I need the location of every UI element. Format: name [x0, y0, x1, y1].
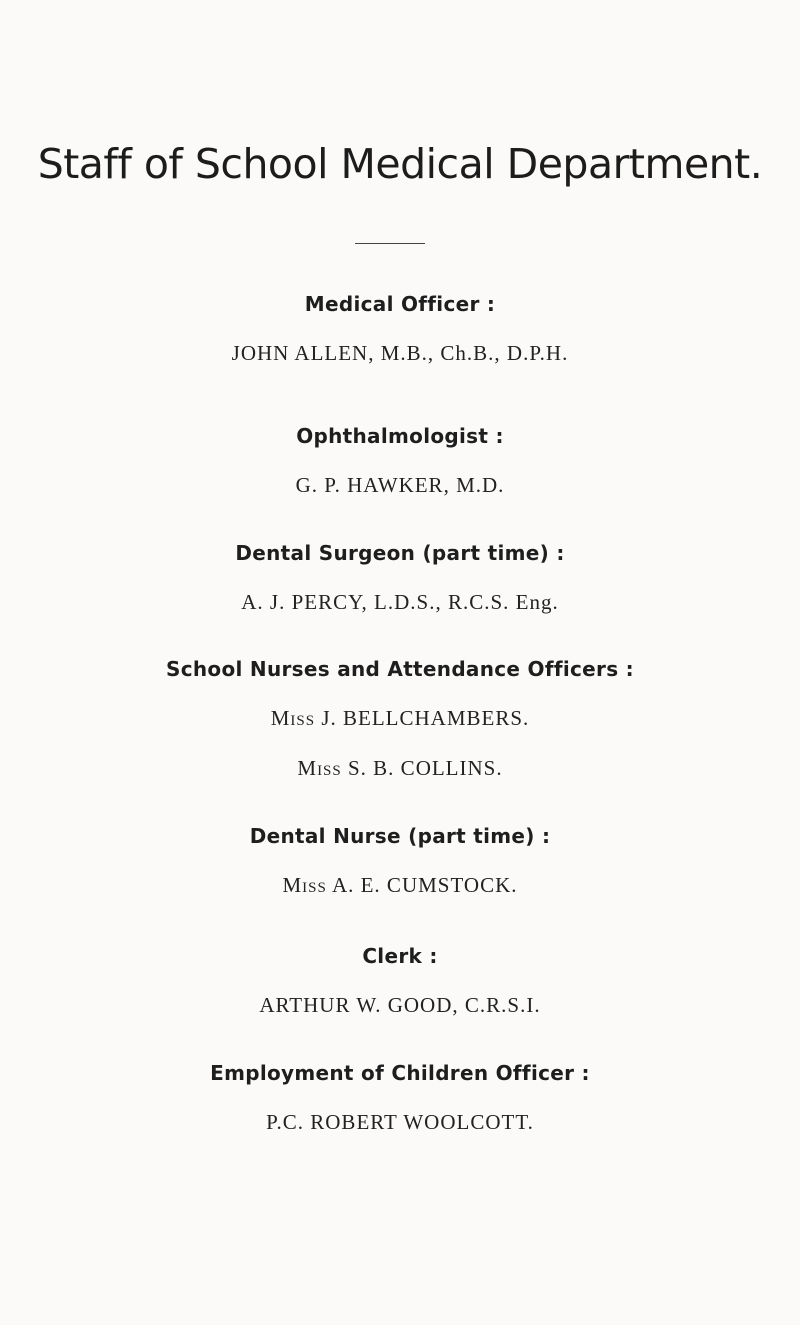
staff-name: P.C. ROBERT WOOLCOTT. — [266, 1110, 534, 1134]
role-heading: Clerk : — [362, 944, 438, 968]
honorific: Miss — [270, 706, 316, 730]
staff-name: G. P. HAWKER, M.D. — [295, 473, 505, 497]
section-clerk — [0, 944, 800, 1018]
staff-name — [0, 705, 800, 731]
role-heading: Medical Officer : — [304, 292, 496, 316]
page-title: Staff of School Medical Department. — [37, 140, 763, 188]
staff-name — [0, 755, 800, 781]
role-heading: Dental Surgeon (part time) : — [235, 541, 565, 565]
honorific: Miss — [282, 873, 327, 897]
role-heading: Ophthalmologist : — [296, 424, 504, 448]
staff-name: A. J. PERCY, L.D.S., R.C.S. Eng. — [241, 590, 559, 614]
staff-name-text: A. E. CUMSTOCK. — [331, 873, 518, 897]
staff-name: JOHN ALLEN, M.B., Ch.B., D.P.H. — [231, 341, 569, 365]
title-divider — [355, 243, 425, 244]
role-heading: Dental Nurse (part time) : — [249, 824, 551, 848]
staff-name-text: S. B. COLLINS. — [348, 756, 503, 780]
honorific: Miss — [297, 756, 342, 780]
section-medical-officer — [0, 292, 800, 366]
staff-name — [0, 872, 800, 898]
section-ophthalmologist — [0, 424, 800, 498]
role-heading: Employment of Children Officer : — [210, 1061, 590, 1085]
staff-name-text: J. BELLCHAMBERS. — [321, 706, 530, 730]
section-school-nurses — [0, 657, 800, 781]
staff-name: ARTHUR W. GOOD, C.R.S.I. — [259, 993, 541, 1017]
section-dental-surgeon — [0, 541, 800, 615]
role-heading: School Nurses and Attendance Officers : — [166, 657, 634, 681]
section-employment-officer — [0, 1061, 800, 1135]
section-dental-nurse — [0, 824, 800, 898]
